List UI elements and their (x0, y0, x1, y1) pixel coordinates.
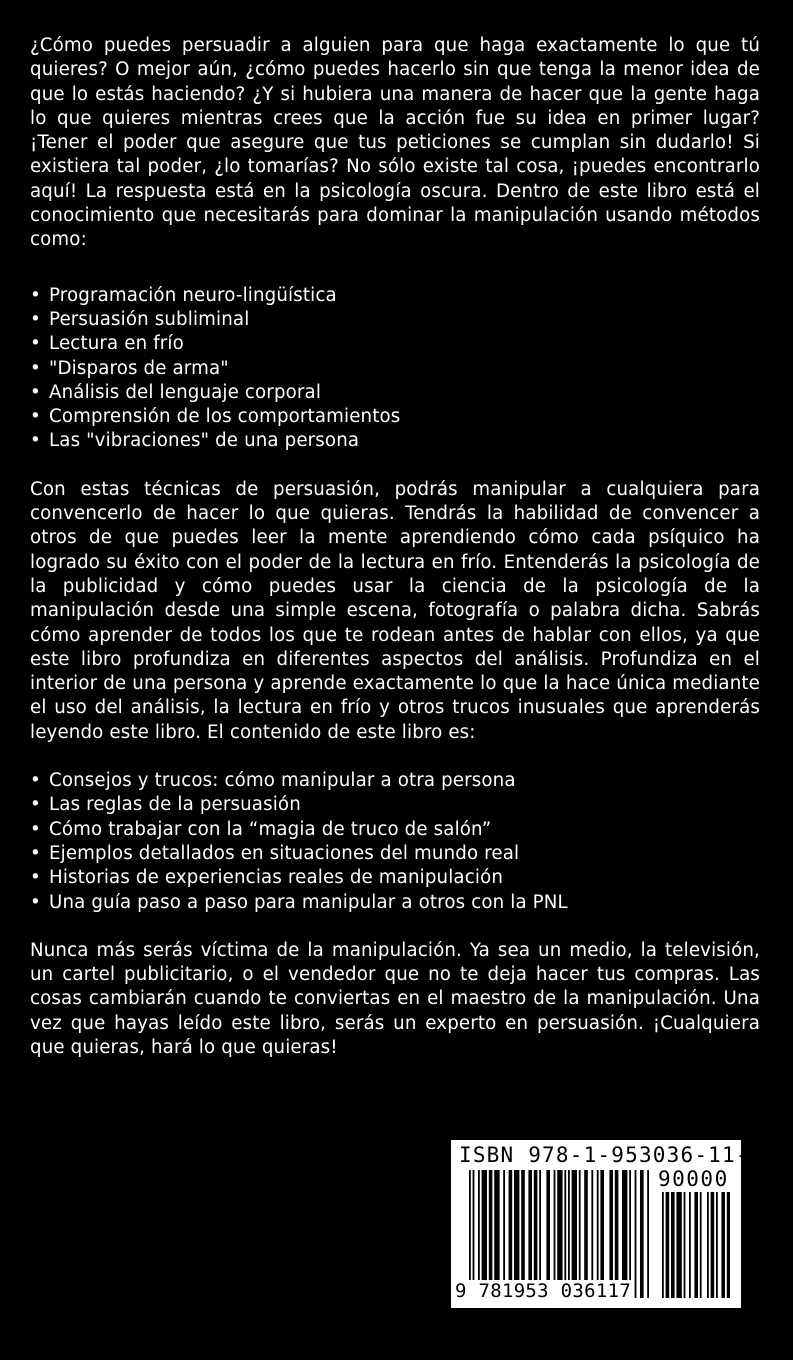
list-item: • Las "vibraciones" de una persona (30, 429, 760, 453)
barcode-bar (534, 1170, 538, 1298)
bullet-icon: • (30, 842, 41, 864)
barcode-bar (469, 1170, 471, 1298)
barcode-bar (597, 1170, 599, 1298)
bullet-icon: • (30, 770, 41, 792)
list-item: • Ejemplos detallados en situaciones del mundo real (30, 842, 760, 866)
bullet-icon: • (30, 308, 41, 330)
list-item: • Historias de experiencias reales de manipulación (30, 866, 760, 890)
closing-paragraph: Nunca más serás víctima de la manipulación. Ya sea un medio, la televisión, un cartel publicitario, o el vendedor que no te deja hacer tus compras. Las cosas cambiarán cuando te conviertas en el maestro de la manipulación. Una vez que hayas leído este libro, serás un experto en persuasión. ¡Cualquiera que quieras, hará lo que quieras! (30, 939, 760, 1058)
list-item: • Análisis del lenguaje corporal (30, 381, 760, 405)
list-item: • Una guía paso a paso para manipular a otros con la PNL (30, 891, 760, 915)
list-item: • Lectura en frío (30, 332, 760, 356)
list-item: • Cómo trabajar con la “magia de truco de salón” (30, 818, 760, 842)
bullet-icon: • (30, 381, 41, 403)
barcode-bar (666, 1192, 670, 1298)
barcode-bar (684, 1192, 686, 1298)
barcode-bar (489, 1170, 493, 1298)
barcode-bar (676, 1192, 681, 1298)
barcode-bar (635, 1170, 637, 1298)
barcode-bar (689, 1192, 691, 1298)
list-item: • Persuasión subliminal (30, 308, 760, 332)
barcode-bar (579, 1170, 581, 1298)
barcode-bar (557, 1170, 562, 1298)
barcode-bar (622, 1170, 627, 1298)
barcode-bar (711, 1192, 715, 1298)
list-item: • Programación neuro-lingüística (30, 284, 760, 308)
bullet-icon: • (30, 406, 41, 428)
list-item: • "Disparos de arma" (30, 357, 760, 381)
back-cover-text (30, 34, 760, 1060)
barcode-bar (554, 1170, 556, 1298)
bullet-icon: • (30, 284, 41, 306)
barcode-bar (509, 1170, 513, 1298)
barcode-bar (521, 1170, 525, 1298)
barcode-bar (721, 1192, 725, 1298)
bullet-icon: • (30, 430, 41, 452)
barcode-bar (514, 1170, 519, 1298)
barcode-bar (546, 1170, 550, 1298)
barcode-bar (572, 1170, 577, 1298)
barcode-bar (591, 1170, 593, 1298)
intro-paragraph: ¿Cómo puedes persuadir a alguien para que haga exactamente lo que tú quieres? O mejor aún, ¿cómo puedes hacerlo sin que tenga la menor idea de que lo estás haciendo? ¿Y si hubiera una manera de hacer que la gente haga lo que quieres mientras crees que la acción fue su idea en primer lugar? ¡Tener el poder que asegure que tus peticiones se cumplan sin dudarlo! Si existiera tal poder, ¿lo tomarías? No sólo existe tal cosa, ¡puedes encontrarlo aquí! La respuesta está en la psicología oscura. Dentro de este libro está el conocimiento que necesitarás para dominar la manipulación usando métodos como: (30, 35, 760, 251)
barcode-bar (662, 1192, 664, 1298)
isbn-barcode (451, 1140, 764, 1308)
barcode-bar (539, 1170, 541, 1298)
barcode-bar (671, 1192, 675, 1298)
barcode-bar (568, 1170, 570, 1298)
barcode-bar (482, 1170, 487, 1298)
barcode-bar (478, 1170, 480, 1298)
barcode-bar (528, 1170, 532, 1298)
list-item: • Comprensión de los comportamientos (30, 405, 760, 429)
bullet-icon: • (30, 357, 41, 379)
methods-list (30, 284, 760, 454)
bullet-icon: • (30, 794, 41, 816)
barcode-bar (707, 1192, 709, 1298)
barcode-bar (727, 1192, 730, 1298)
barcode-bar (494, 1170, 499, 1298)
ean-barcode-bars (469, 1170, 649, 1298)
barcode-bar (615, 1170, 619, 1298)
barcode-bar (647, 1170, 649, 1298)
list-item: • Consejos y trucos: cómo manipular a otra persona (30, 769, 760, 793)
barcode-bar (694, 1192, 698, 1298)
barcode-bar (609, 1170, 613, 1298)
ean-digits: 9 781953 036117 (455, 1280, 632, 1302)
addon-barcode-bars (662, 1192, 730, 1298)
barcode-bar (564, 1170, 566, 1298)
barcode-bar (600, 1170, 604, 1298)
barcode-bar (584, 1170, 588, 1298)
bullet-icon: • (30, 818, 41, 840)
bullet-icon: • (30, 867, 41, 889)
bullet-icon: • (30, 891, 41, 913)
barcode-bar (700, 1192, 702, 1298)
barcode-bar (716, 1192, 718, 1298)
barcode-bar (640, 1170, 644, 1298)
bullet-icon: • (30, 333, 41, 355)
middle-paragraph: Con estas técnicas de persuasión, podrás manipular a cualquiera para convencerlo de hacer lo que quieras. Tendrás la habilidad de convencer a otros de que puedes leer la mente aprendiendo cómo cada psíquico ha logrado su éxito con el poder de la lectura en frío. Entenderás la psicología de la publicidad y cómo puedes usar la ciencia de la psicología de la manipulación desde una simple escena, fotografía o palabra dicha. Sabrás cómo aprender de todos los que te rodean antes de hablar con ellos, ya que este libro profundiza en diferentes aspectos del análisis. Profundiza en el interior de una persona y aprende exactamente lo que la hace única mediante el uso del análisis, la lectura en frío y otros trucos inusuales que aprenderás leyendo este libro. El contenido de este libro es: (30, 478, 760, 743)
price-code: 90000 (658, 1167, 729, 1191)
list-item: • Las reglas de la persuasión (30, 793, 760, 817)
barcode-bar (629, 1170, 631, 1298)
isbn-label: ISBN 978-1-953036-11-7 (459, 1143, 764, 1167)
contents-list (30, 769, 760, 915)
barcode-bar (503, 1170, 505, 1298)
barcode-bar (473, 1170, 475, 1298)
